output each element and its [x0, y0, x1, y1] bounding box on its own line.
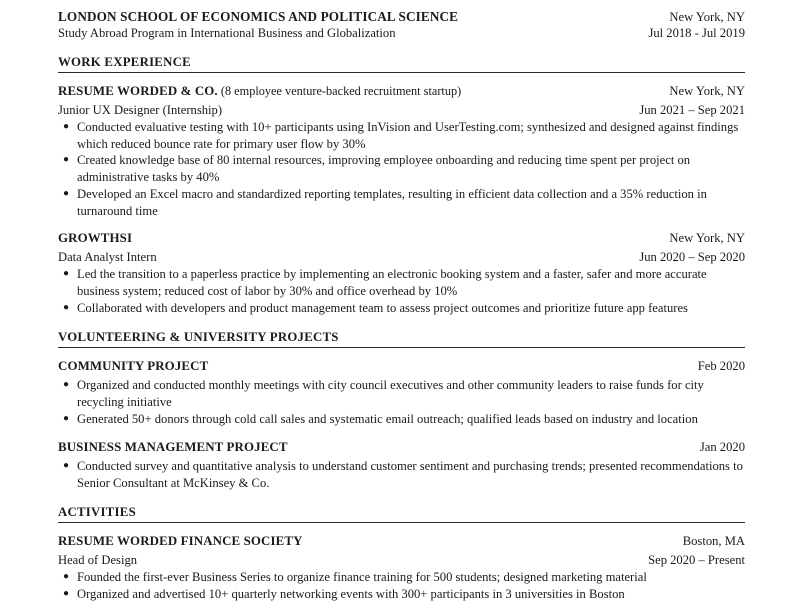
- bullet-dot-icon: ●: [63, 587, 70, 599]
- entry-bullet-list: [58, 377, 745, 427]
- bullet-dot-icon: ●: [63, 460, 70, 472]
- entry-location: Jan 2020: [699, 439, 745, 454]
- entry-role: Data Analyst Intern: [58, 250, 157, 265]
- entry-role-row: [58, 102, 745, 118]
- entry-role: Head of Design: [58, 552, 138, 567]
- entry-title-row: [58, 531, 745, 552]
- bullet-item: [58, 152, 745, 185]
- resume-entry: [58, 81, 745, 220]
- section-divider: [58, 522, 745, 523]
- entry-location: New York, NY: [669, 231, 745, 246]
- entry-title-row: [58, 81, 745, 102]
- bullet-dot-icon: ●: [63, 301, 70, 313]
- section-divider: [58, 72, 745, 73]
- bullet-dot-icon: ●: [63, 187, 70, 199]
- entry-title-row: [58, 437, 745, 458]
- entry-org-wrap: [58, 81, 461, 102]
- entry-dates: Jun 2021 – Sep 2021: [639, 102, 745, 117]
- resume-entry: [58, 531, 745, 603]
- education-dates: Jul 2018 - Jul 2019: [648, 26, 745, 41]
- bullet-item: [58, 266, 745, 299]
- bullet-text: Led the transition to a paperless practice by implementing an electronic booking system and a faster, safer and more accurate business system; reduced cost of labor by 30% and office overhead by 10%: [77, 267, 707, 299]
- entry-org-name: RESUME WORDED & CO.: [58, 83, 218, 98]
- resume-section: [58, 505, 745, 603]
- bullet-text: Conducted survey and quantitative analysis to understand customer sentiment and purchasing trends; presented recommendations to Senior Consultant at McKinsey & Co.: [77, 459, 743, 491]
- bullet-item: [58, 411, 745, 428]
- entry-title-row: [58, 356, 745, 377]
- bullet-dot-icon: ●: [63, 412, 70, 424]
- bullet-item: [58, 119, 745, 152]
- entry-org-name: COMMUNITY PROJECT: [58, 358, 209, 373]
- bullet-item: [58, 586, 745, 603]
- entry-org-name: BUSINESS MANAGEMENT PROJECT: [58, 439, 288, 454]
- entry-location: Boston, MA: [682, 533, 745, 548]
- bullet-dot-icon: ●: [63, 571, 70, 583]
- entry-org-wrap: [58, 228, 132, 249]
- entry-dates: Jun 2020 – Sep 2020: [639, 250, 745, 265]
- entry-location: Feb 2020: [697, 358, 745, 373]
- resume-entry: [58, 228, 745, 316]
- entry-role-row: [58, 249, 745, 265]
- entry-org-name: RESUME WORDED FINANCE SOCIETY: [58, 533, 303, 548]
- entry-org-name: GROWTHSI: [58, 231, 133, 246]
- bullet-item: [58, 377, 745, 410]
- entry-org-note: (8 employee venture-backed recruitment startup): [217, 83, 462, 98]
- section-heading: ACTIVITIES: [58, 504, 136, 519]
- bullet-text: Collaborated with developers and product management team to assess project outcomes and prioritize future app features: [77, 300, 688, 315]
- education-entry: [58, 8, 745, 42]
- bullet-item: [58, 300, 745, 317]
- education-location: New York, NY: [669, 10, 745, 24]
- bullet-dot-icon: ●: [63, 379, 70, 391]
- entry-bullet-list: [58, 458, 745, 491]
- entry-bullet-list: [58, 266, 745, 316]
- bullet-text: Organized and conducted monthly meetings with city council executives and other community leaders to raise funds for city recycling initiative: [77, 378, 704, 410]
- entry-bullet-list: [58, 119, 745, 219]
- resume-entry: [58, 437, 745, 492]
- resume-entry: [58, 356, 745, 428]
- section-divider: [58, 347, 745, 348]
- resume-section: [58, 55, 745, 317]
- section-heading: WORK EXPERIENCE: [58, 54, 191, 69]
- entry-title-row: [58, 228, 745, 249]
- bullet-item: [58, 569, 745, 586]
- bullet-item: [58, 458, 745, 491]
- bullet-dot-icon: ●: [63, 154, 70, 166]
- bullet-dot-icon: ●: [63, 268, 70, 280]
- entry-bullet-list: [58, 569, 745, 602]
- bullet-dot-icon: ●: [63, 120, 70, 132]
- bullet-item: [58, 186, 745, 219]
- entry-location: New York, NY: [669, 83, 745, 98]
- education-program: Study Abroad Program in International Business and Globalization: [58, 26, 396, 41]
- education-institution: LONDON SCHOOL OF ECONOMICS AND POLITICAL SCIENCE: [58, 9, 459, 24]
- entry-role-row: [58, 552, 745, 568]
- bullet-text: Generated 50+ donors through cold call sales and systematic email outreach; qualified leads based on industry and location: [77, 411, 698, 426]
- entry-role: Junior UX Designer (Internship): [58, 102, 223, 117]
- bullet-text: Founded the first-ever Business Series to organize finance training for 500 students; designed marketing material: [77, 570, 647, 585]
- bullet-text: Developed an Excel macro and standardized reporting templates, resulting in efficient data collection and a 35% reduction in turnaround time: [77, 186, 707, 218]
- education-sub-row: [58, 25, 745, 41]
- entry-dates: Sep 2020 – Present: [648, 552, 745, 567]
- resume-section: [58, 330, 745, 492]
- entry-org-wrap: [58, 531, 303, 552]
- bullet-text: Conducted evaluative testing with 10+ participants using InVision and UserTesting.com; synthesized and designed against findings which reduced bounce rate for primary user flow by 30%: [77, 119, 739, 151]
- education-title-row: [58, 8, 745, 25]
- section-heading: VOLUNTEERING & UNIVERSITY PROJECTS: [58, 329, 339, 344]
- entry-org-wrap: [58, 356, 208, 377]
- entry-org-wrap: [58, 437, 288, 458]
- bullet-text: Created knowledge base of 80 internal resources, improving employee onboarding and reducing time spent per project on administrative tasks by 40%: [77, 153, 691, 185]
- resume-sections: [58, 55, 745, 603]
- bullet-text: Organized and advertised 10+ quarterly networking events with 300+ participants in 3 universities in Boston: [77, 586, 625, 601]
